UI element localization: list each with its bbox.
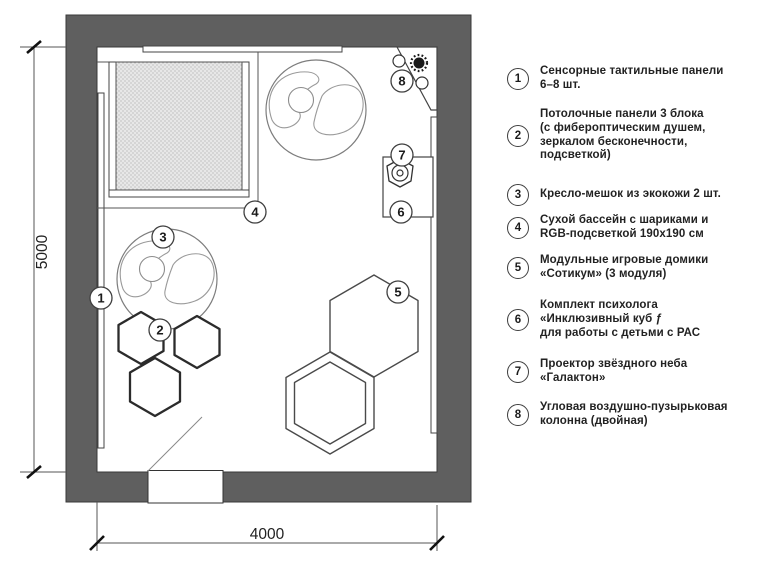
svg-text:1: 1 <box>97 290 105 306</box>
legend-badge-5: 5 <box>507 257 529 279</box>
legend-badge-1: 1 <box>507 68 529 90</box>
legend-text-6: Комплект психолога «Инклюзивный куб ƒ для работы с детьми с РАС <box>540 299 701 339</box>
legend-text-8: Угловая воздушно-пузырьковая колонна (двойная) <box>540 401 728 427</box>
legend-item-4 <box>507 214 708 242</box>
legend-item-5 <box>507 254 708 282</box>
legend-item-8 <box>507 401 728 429</box>
legend-item-1 <box>507 65 723 93</box>
legend-text-5: Модульные игровые домики «Сотикум» (3 модуля) <box>540 254 709 280</box>
svg-text:2: 2 <box>156 322 164 338</box>
svg-text:6: 6 <box>397 204 405 220</box>
legend-text-3: Кресло-мешок из экокожи 2 шт. <box>540 188 721 201</box>
legend-item-2 <box>507 108 705 163</box>
legend-item-6 <box>507 299 700 340</box>
legend-badge-2: 2 <box>507 125 529 147</box>
svg-text:7: 7 <box>398 147 406 163</box>
legend-badge-3: 3 <box>507 184 529 206</box>
legend-text-1: Сенсорные тактильные панели 6–8 шт. <box>540 65 724 91</box>
legend-text-2: Потолочные панели 3 блока (с фибероптическим душем, зеркалом бесконечности, подсветкой) <box>540 108 706 162</box>
legend-badge-4: 4 <box>507 217 529 239</box>
legend-badge-8: 8 <box>507 404 529 426</box>
svg-text:4: 4 <box>251 204 259 220</box>
legend-badge-7: 7 <box>507 361 529 383</box>
legend-text-4: Сухой бассейн с шариками и RGB-подсветкой 190x190 см <box>540 214 709 240</box>
dimension-width-label: 4000 <box>249 526 285 543</box>
svg-text:5: 5 <box>394 284 402 300</box>
legend-item-3 <box>507 184 721 206</box>
svg-text:3: 3 <box>159 229 167 245</box>
svg-text:8: 8 <box>398 73 406 89</box>
dimension-height-label: 5000 <box>34 234 51 270</box>
legend-item-7 <box>507 358 687 386</box>
legend-text-7: Проектор звёздного неба «Галактон» <box>540 358 688 384</box>
legend-badge-6: 6 <box>507 309 529 331</box>
